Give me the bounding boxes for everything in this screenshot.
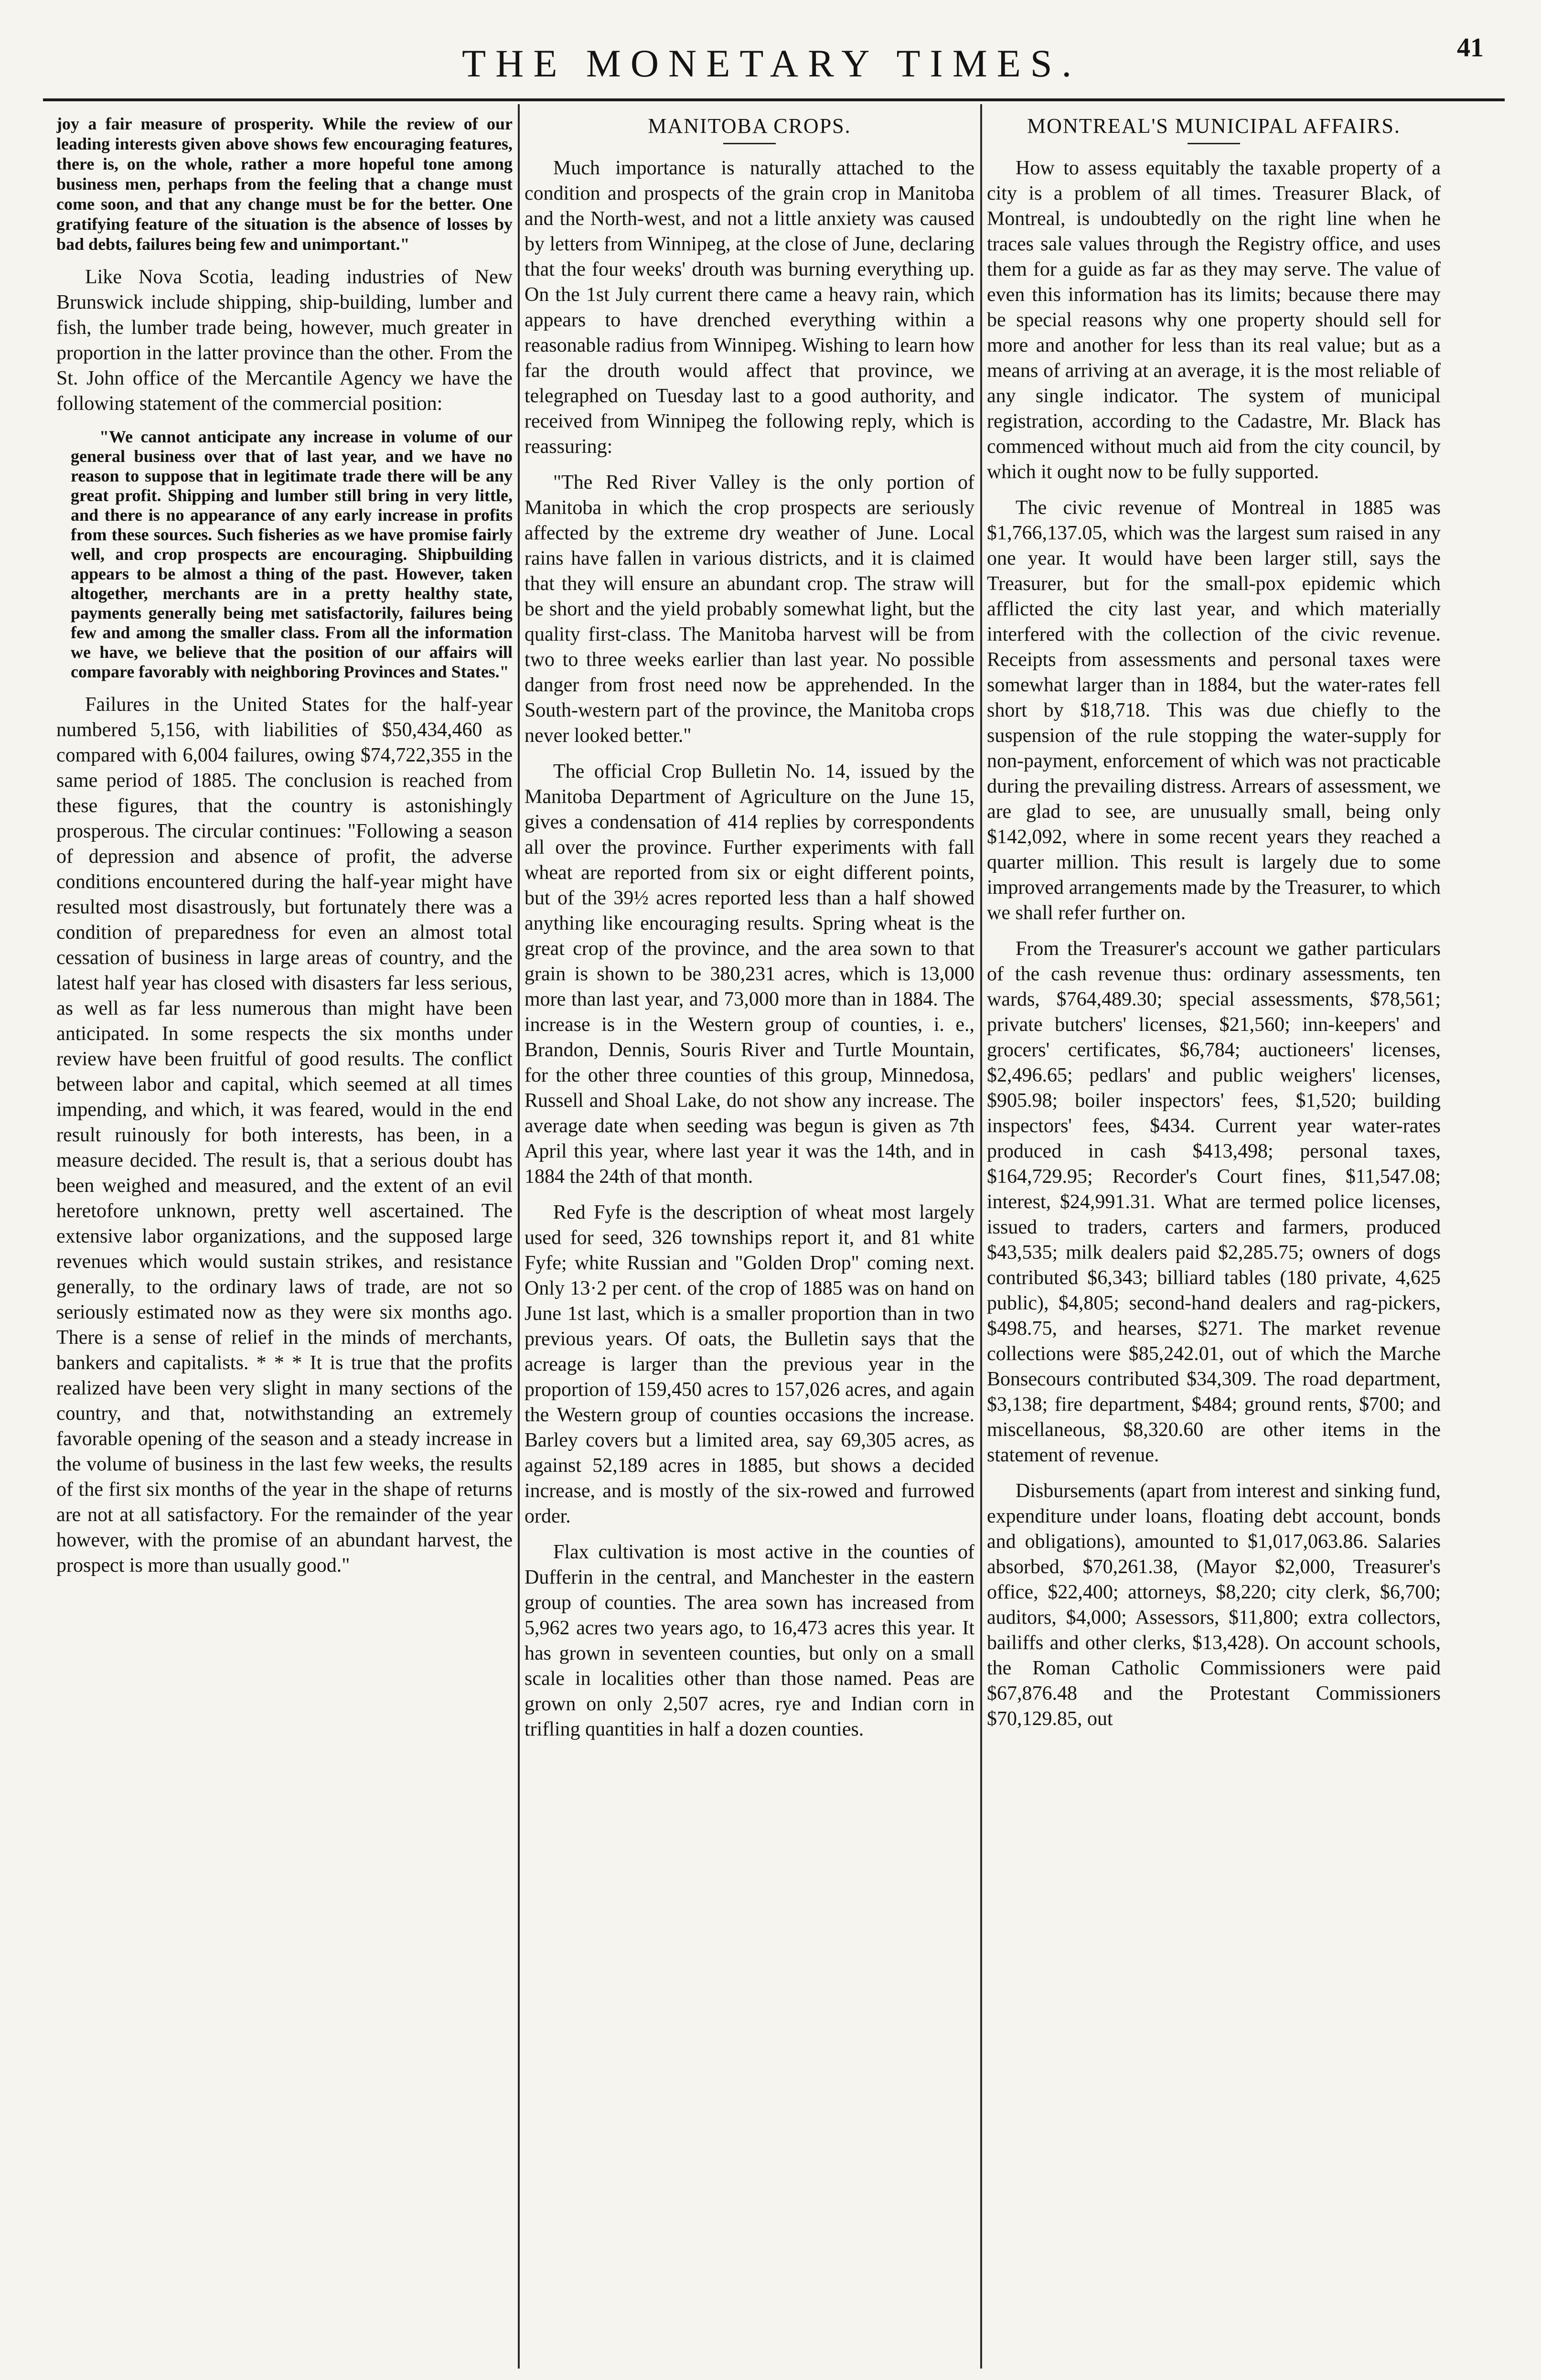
col2-paragraph-1: Much importance is naturally attached to the condition and prospects of the grain crop in Manitoba and the North-west, and not a little anxiety was caused by letters from Winnipeg, at the close of June, declaring that the four weeks' drouth was burning everything up. On the 1st July current there came a heavy rain, which appears to have drenched everything within a reasonable radius from Winnipeg. Wishing to learn how far the drouth would affect that province, we telegraphed on Tuesday last to a good authority, and received from Winnipeg the following reply, which is reassuring: <box>524 157 974 458</box>
col2-paragraph-5: Flax cultivation is most active in the counties of Dufferin in the central, and Manchester in the eastern group of counties. The area sown has increased from 5,962 acres two years ago, to 16,473 acres this year. It has grown in seventeen counties, but only on a small scale in localities other than those named. Peas are grown on only 2,507 acres, rye and Indian corn in trifling quantities in half a dozen counties. <box>524 1541 974 1740</box>
col1-paragraph-1: joy a fair measure of prosperity. While the review of our leading interests given above shows few encouraging features, there is, on the whole, rather a more hopeful tone among business men, perhaps from the feeling that a change must come soon, and that any change must be for the better. One gratifying feature of the situation is the absence of losses by bad debts, failures being few and unimportant." <box>56 114 513 254</box>
col3-paragraph-3: From the Treasurer's account we gather particulars of the cash revenue thus: ordinary assessments, ten wards, $764,489.30; special assessments, $78,561; private butchers' licenses, $21,560; inn-keepers' and grocers' certificates, $6,784; auctioneers' licenses, $2,496.65; pedlars' and public weighers' licenses, $905.98; boiler inspectors' fees, $1,520; building inspectors' fees, $434. Current year water-rates produced in cash $413,498; personal taxes, $164,729.95; Recorder's Court fines, $11,547.08; interest, $24,991.31. What are termed police licenses, issued to traders, carters and farmers, produced $43,535; milk dealers paid $2,285.75; owners of dogs contributed $6,343; billiard tables (180 private, 4,625 public), $4,805; second-hand dealers and rag-pickers, $498.75, and hearses, $271. The market revenue collections were $85,242.01, out of which the Marche Bonsecours contributed $34,309. The road department, $3,138; fire department, $484; ground rents, $700; and miscellaneous, $8,320.60 are other items in the statement of revenue. <box>987 938 1441 1466</box>
column-divider-2 <box>980 104 982 2369</box>
col1-quotation: "We cannot anticipate any increase in volume of our general business over that of last year, and we have no reason to suppose that in legitimate trade there will be any great profit. Shipping and lumber still bring in very little, and there is no appearance of any early increase in profits from these sources. Such fisheries as we have promise fairly well, and crop prospects are encouraging. Shipbuilding appears to be almost a thing of the past. However, taken altogether, merchants are in a pretty healthy state, payments generally being met satisfactorily, failures being few and among the smaller class. From all the information we have, we believe that the position of our affairs will compare favorably with neighboring Provinces and States." <box>71 427 513 681</box>
col1-paragraph-4: Failures in the United States for the half-year numbered 5,156, with liabilities of $50,434,460 as compared with 6,004 failures, owing $74,722,355 in the same period of 1885. The conclusion is reached from these figures, that the country is astonishingly prosperous. The circular continues: "Following a season of depression and absence of profit, the adverse conditions encountered during the half-year might have resulted most disastrously, but fortunately there was a condition of preparedness for even an almost total cessation of business in large areas of country, and the latest half year has closed with disasters far less serious, as well as far less numerous than might have been anticipated. In some respects the six months under review have been fruitful of good results. The conflict between labor and capital, which seemed at all times impending, and which, it was feared, would in the end result ruinously for both interests, has been, in a measure decided. The result is, that a serious doubt has been weighed and measured, and the extent of an evil heretofore unknown, pretty well ascertained. The extensive labor organizations, and the supposed large revenues which would sustain strikes, and resistance generally, to the ordinary laws of trade, are not so seriously estimated now as they were six months ago. There is a sense of relief in the minds of merchants, bankers and capitalists. * * * It is true that the profits realized have been very slight in many sections of the country, and that, notwithstanding an extremely favorable opening of the season and a steady increase in the volume of business in the last few weeks, the results of the first six months of the year in the shape of returns are not at all satisfactory. For the remainder of the year however, with the promise of an abundant harvest, the prospect is more than usually good." <box>56 694 513 1576</box>
col3-paragraph-4: Disbursements (apart from interest and sinking fund, expenditure under loans, floating debt account, bonds and obligations), amounted to $1,017,063.86. Salaries absorbed, $70,261.38, (Mayor $2,000, Treasurer's office, $22,400; attorneys, $8,220; city clerk, $6,700; auditors, $4,000; Assessors, $11,800; extra collectors, bailiffs and other clerks, $13,428). On account schools, the Roman Catholic Commissioners were paid $67,876.48 and the Protestant Commissioners $70,129.85, out <box>987 1480 1441 1730</box>
col2-paragraph-2: "The Red River Valley is the only portion of Manitoba in which the crop prospects are seriously affected by the extreme dry weather of June. Local rains have fallen in various districts, and it is claimed that they will ensure an abundant crop. The straw will be short and the yield probably somewhat light, but the quality first-class. The Manitoba harvest will be from two to three weeks earlier than last year. No possible danger from frost need now be apprehended. In the South-western part of the province, the Manitoba crops never looked better." <box>524 472 974 747</box>
article-heading-manitoba-crops: MANITOBA CROPS. <box>648 114 851 138</box>
col1-paragraph-2: Like Nova Scotia, leading industries of New Brunswick include shipping, ship-building, lumber and fish, the lumber trade being, however, much greater in proportion in the latter province than the other. From the St. John office of the Mercantile Agency we have the following statement of the commercial position: <box>56 266 513 415</box>
masthead <box>43 31 1500 102</box>
col3-paragraph-1: How to assess equitably the taxable property of a city is a problem of all times. Treasurer Black, of Montreal, is undoubtedly on the right line when he traces sale values through the Registry office, and uses them for a guide as far as they may serve. The value of even this information has its limits; because there may be special reasons why one property should sell for more and another for less than its real value; but as a means of arriving at an average, it is the most reliable of any single indicator. The system of municipal registration, according to the Cadastre, Mr. Black has commenced without much aid from the city council, by which it ought now to be fully supported. <box>987 157 1441 483</box>
col3-paragraph-2: The civic revenue of Montreal in 1885 was $1,766,137.05, which was the largest sum raised in any one year. It would have been larger still, says the Treasurer, but for the small-pox epidemic which afflicted the city last year, and which materially interfered with the collection of the civic revenue. Receipts from assessments and personal taxes were somewhat larger than in 1884, but the water-rates fell short by $18,718. This was due chiefly to the suspension of the rule stopping the water-supply for non-payment, enforcement of which was not practicable during the prevailing distress. Arrears of assessment, we are glad to see, are unusually small, being only $142,092, where in some recent years they reached a quarter million. This result is largely due to some improved arrangements made by the Treasurer, to which we shall refer further on. <box>987 497 1441 924</box>
column-2 <box>524 114 974 2359</box>
col2-paragraph-3: The official Crop Bulletin No. 14, issued by the Manitoba Department of Agriculture on the June 15, gives a condensation of 414 replies by correspondents all over the province. Further experiments with fall wheat are reported from six or eight different points, but of the 39½ acres reported less than a half showed anything like encouraging results. Spring wheat is the great crop of the province, and the area sown to that grain is shown to be 380,231 acres, which is 13,000 more than last year, and 73,000 more than in 1884. The increase is in the Western group of counties, i. e., Brandon, Dennis, Souris River and Turtle Mountain, for the other three counties of this group, Minnedosa, Russell and Shoal Lake, do not show any increase. The average date when seeding was begun is given as 7th April this year, where last year it was the 14th, and in 1884 the 24th of that month. <box>524 761 974 1188</box>
heading-rule <box>1188 143 1240 144</box>
page-number: 41 <box>1457 33 1484 63</box>
column-divider-1 <box>518 104 520 2369</box>
newspaper-title: THE MONETARY TIMES. <box>462 42 1081 85</box>
heading-rule <box>723 143 776 144</box>
column-3 <box>987 114 1441 2359</box>
masthead-rule <box>43 98 1505 101</box>
column-1 <box>56 114 513 2359</box>
article-heading-montreal-municipal-affairs: MONTREAL'S MUNICIPAL AFFAIRS. <box>1027 114 1401 138</box>
col2-paragraph-4: Red Fyfe is the description of wheat most largely used for seed, 326 townships report it, and 81 white Fyfe; white Russian and "Golden Drop" coming next. Only 13·2 per cent. of the crop of 1885 was on hand on June 1st last, which is a smaller proportion than in two previous years. Of oats, the Bulletin says that the acreage is larger than the previous year in the proportion of 159,450 acres to 157,026 acres, and again the Western group of counties occasions the increase. Barley covers but a limited area, say 69,305 acres, as against 52,189 acres in 1885, but shows a decided increase, and is mostly of the six-rowed and furrowed order. <box>524 1201 974 1527</box>
